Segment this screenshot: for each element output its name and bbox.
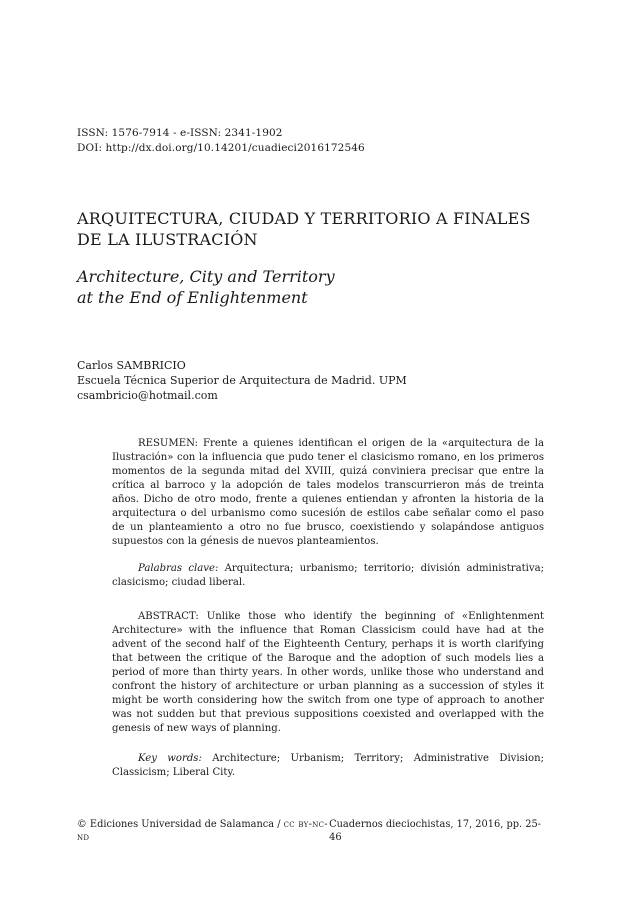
palabras-clave-label: Palabras clave: — [138, 563, 219, 574]
author-email: csambricio@hotmail.com — [77, 389, 218, 402]
title-spanish-line-2: DE LA ILUSTRACIÓN — [77, 230, 258, 249]
publisher-text: © Ediciones Universidad de Salamanca / — [77, 819, 284, 830]
author-block — [77, 358, 407, 403]
author-name: Carlos SAMBRICIO — [77, 359, 186, 372]
key-words-section — [112, 752, 544, 780]
author-affiliation: Escuela Técnica Superior de Arquitectura de Madrid. UPM — [77, 374, 407, 387]
page-footer — [77, 818, 544, 844]
title-english-line-2: at the End of Enlightenment — [77, 288, 308, 307]
issn-line: ISSN: 1576-7914 - e-ISSN: 2341-1902 — [77, 127, 283, 139]
journal-identifiers — [77, 126, 365, 156]
palabras-clave-section — [112, 562, 544, 590]
abstract-section — [112, 610, 544, 736]
article-title-english — [77, 266, 547, 308]
doi-line: DOI: http://dx.doi.org/10.14201/cuadieci2016172546 — [77, 142, 365, 154]
resumen-section — [112, 437, 544, 549]
article-title-spanish — [77, 208, 547, 250]
title-spanish-line-1: ARQUITECTURA, CIUDAD Y TERRITORIO A FINALES — [77, 209, 531, 228]
license-text: cc by-nc-nd — [77, 819, 328, 843]
abstract-text: ABSTRACT: Unlike those who identify the beginning of «Enlightenment Architecture» with the influence that Roman Classicism could have had at the advent of the second half of the Eighteenth Century, perhaps it is worth clarifying that between the critique of the Baroque and the adoption of such models lies a period of more than thirty years. In other words, unlike those who understand and confront the history of architecture or urban planning as a succession of styles it might be worth considering how the switch from one type of approach to another was not sudden but that previous suppositions coexisted and overlapped with the genesis of new ways of planning. — [112, 611, 544, 734]
title-english-line-1: Architecture, City and Territory — [77, 267, 335, 286]
palabras-clave-paragraph — [112, 562, 544, 590]
footer-publisher — [77, 818, 329, 844]
palabras-clave-text: Arquitectura; urbanismo; territorio; división administrativa; clasicismo; ciudad liberal. — [112, 563, 545, 588]
footer-citation: Cuadernos dieciochistas, 17, 2016, pp. 25-46 — [329, 819, 541, 843]
key-words-label: Key words: — [138, 753, 202, 764]
key-words-paragraph — [112, 752, 544, 780]
resumen-text: RESUMEN: Frente a quienes identifican el origen de la «arquitectura de la Ilustración» con la influencia que pudo tener el clasicismo romano, en los primeros momentos de la segunda mitad del XVIII, quizá conviniera precisar que entre la crítica al barroco y la adopción de tales modelos transcurrieron más de treinta años. Dicho de otro modo, frente a quienes entiendan y afronten la historia de la arquitectura o del urbanismo como sucesión de estilos cabe señalar como el paso de un planteamiento a otro no fue brusco, coexistiendo y solapándose antiguos supuestos con la génesis de nuevos planteamientos. — [112, 438, 544, 547]
key-words-text: Architecture; Urbanism; Territory; Administrative Division; Classicism; Liberal City. — [112, 753, 544, 778]
